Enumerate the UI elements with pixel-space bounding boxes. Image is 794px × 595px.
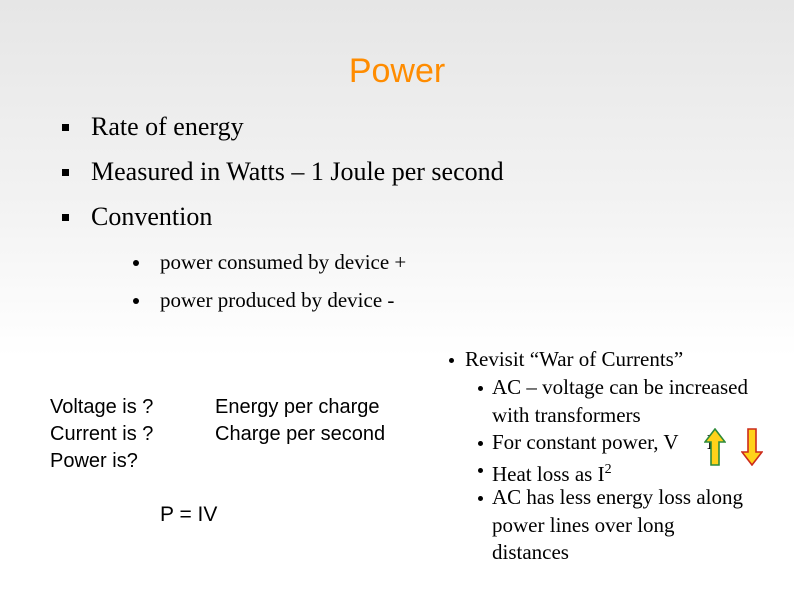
sub-bullet-text: power consumed by device + xyxy=(160,250,407,274)
square-bullet-icon xyxy=(62,169,69,176)
question-block xyxy=(50,394,153,475)
round-bullet-icon xyxy=(133,298,139,304)
right-main-text: Revisit “War of Currents” xyxy=(465,347,684,371)
bullet-text: Rate of energy xyxy=(91,112,244,141)
round-bullet-icon xyxy=(478,386,483,391)
square-bullet-icon xyxy=(62,214,69,221)
round-bullet-icon xyxy=(478,468,483,473)
square-bullet-icon xyxy=(62,124,69,131)
round-bullet-icon xyxy=(449,358,454,363)
superscript: 2 xyxy=(604,462,612,477)
line-text: For constant power, V xyxy=(492,430,679,454)
answer-line: Charge per second xyxy=(215,423,386,445)
bullet-text: Convention xyxy=(91,202,213,231)
line-text: distances xyxy=(492,540,569,564)
question-line: Power is? xyxy=(50,450,138,472)
round-bullet-icon xyxy=(478,441,483,446)
answer-line: Energy per charge xyxy=(215,396,380,418)
arrow-up-icon xyxy=(704,428,726,466)
arrow-down-icon xyxy=(741,428,763,466)
right-sub-text xyxy=(492,484,743,567)
line-text: power lines over long xyxy=(492,512,675,537)
right-sub-text xyxy=(492,429,714,457)
answer-block xyxy=(215,394,385,448)
line-text: with transformers xyxy=(492,402,641,427)
slide-title: Power xyxy=(348,52,446,90)
round-bullet-icon xyxy=(478,496,483,501)
line-text: Heat loss as I xyxy=(492,462,605,486)
right-sub-text xyxy=(492,374,748,429)
power-formula: P = IV xyxy=(160,503,218,526)
sub-bullet-text: power produced by device - xyxy=(160,288,395,312)
line-text: AC – voltage can be increased xyxy=(492,375,748,399)
bullet-text: Measured in Watts – 1 Joule per second xyxy=(91,157,504,186)
question-line: Voltage is ? xyxy=(50,396,154,418)
line-text: AC has less energy loss along xyxy=(492,485,744,509)
question-line: Current is ? xyxy=(50,423,154,445)
round-bullet-icon xyxy=(133,260,139,266)
